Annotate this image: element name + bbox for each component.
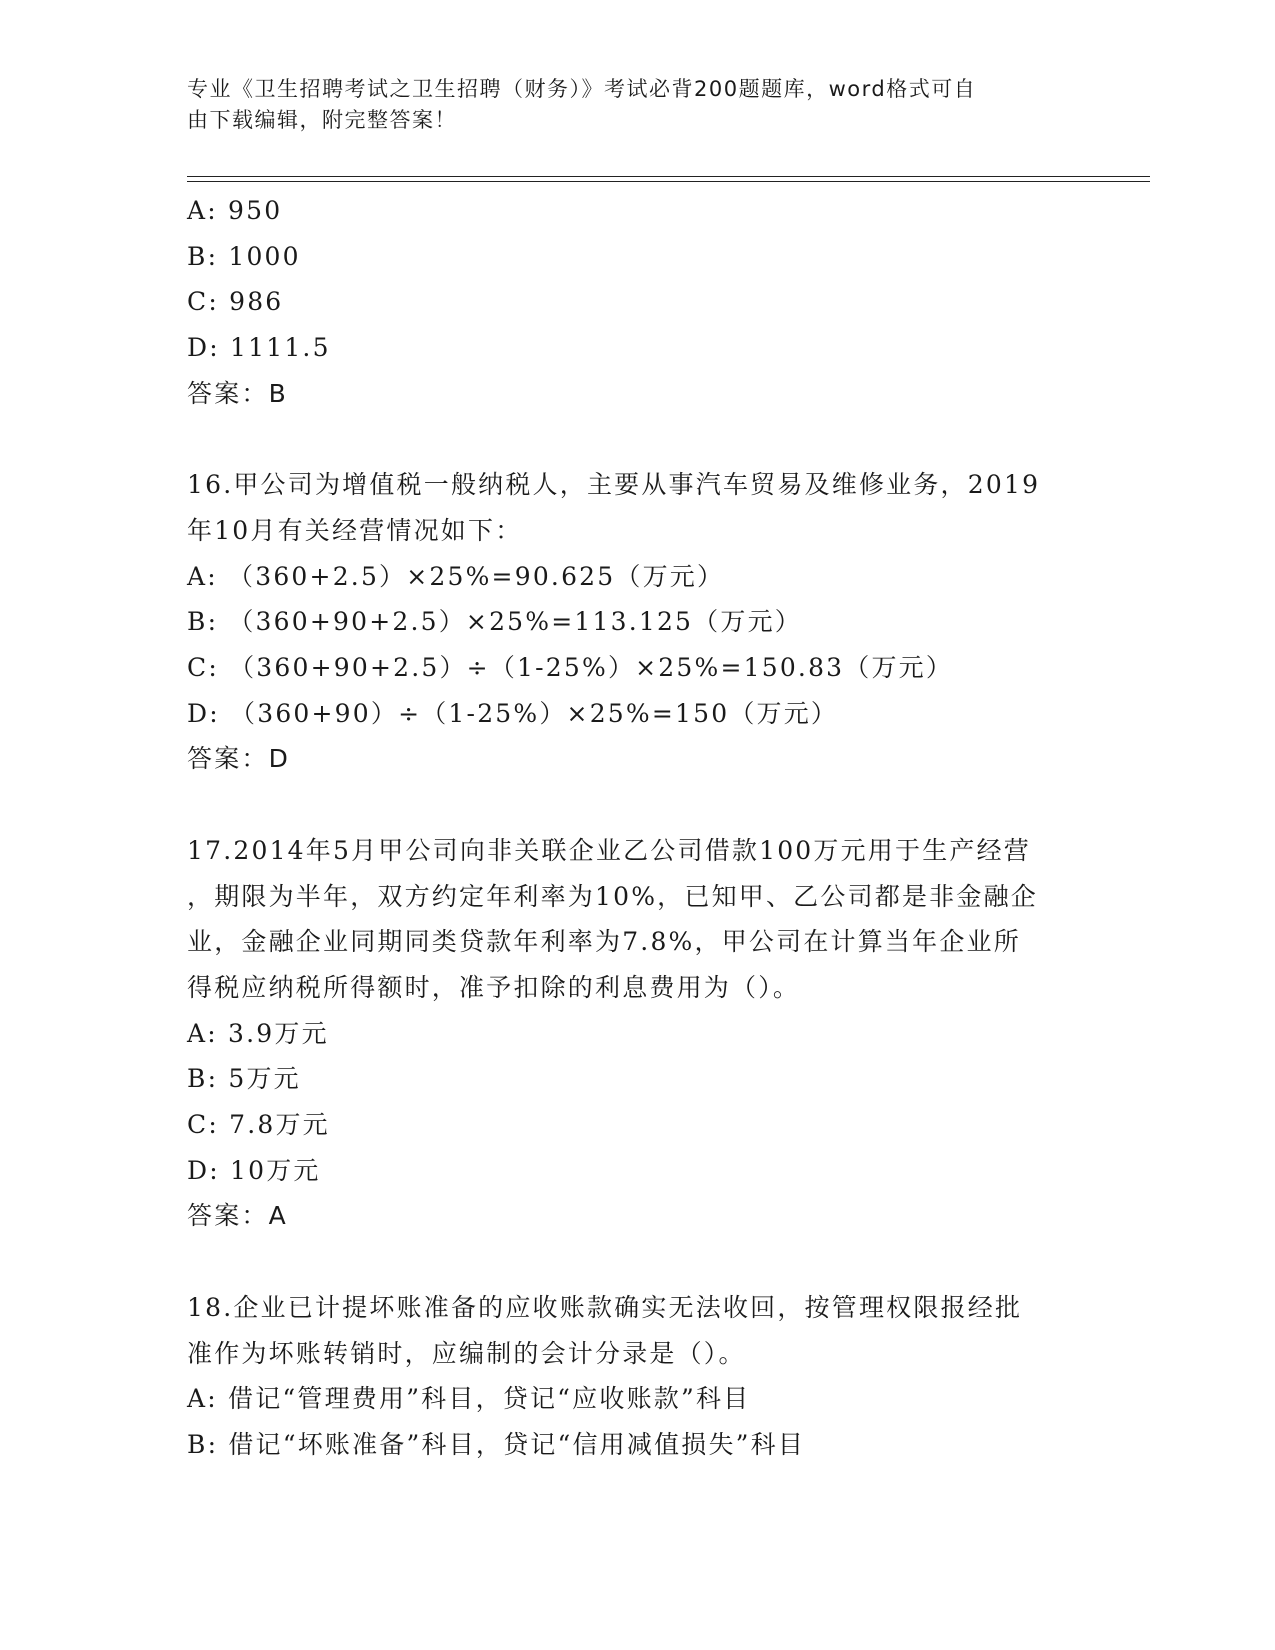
question-stem-line: ，期限为半年，双方约定年利率为10%，已知甲、乙公司都是非金融企	[187, 881, 1038, 911]
question-stem-line: 准作为坏账转销时，应编制的会计分录是（）。	[187, 1338, 746, 1368]
option-d: D: （360+90）÷（1-25%）×25%=150（万元）	[187, 698, 839, 728]
option-a: A: 950	[187, 196, 283, 225]
question-content	[187, 188, 1087, 1468]
question-18	[187, 1285, 1087, 1468]
option-c: C: 986	[187, 287, 284, 317]
question-stem-line: 17.2014年5月甲公司向非关联企业乙公司借款100万元用于生产经营	[187, 835, 1032, 865]
header-line-1: 专业《卫生招聘考试之卫生招聘（财务）》考试必背200题题库，word格式可自	[187, 77, 977, 101]
option-d: D: 1111.5	[187, 333, 331, 363]
option-b: B: 5万元	[187, 1064, 301, 1094]
question-stem-line: 业，金融企业同期同类贷款年利率为7.8%，甲公司在计算当年企业所	[187, 927, 1021, 957]
question-15	[187, 188, 1087, 417]
option-b: B: 1000	[187, 241, 301, 271]
answer-label: 答案：D	[187, 744, 291, 774]
question-16	[187, 462, 1087, 782]
answer-label: 答案：A	[187, 1201, 288, 1231]
header-divider-bottom	[187, 181, 1150, 182]
option-a: A: 借记“管理费用”科目，贷记“应收账款”科目	[187, 1384, 751, 1414]
question-17	[187, 828, 1087, 1239]
header-divider-top	[187, 176, 1150, 177]
question-stem-line: 16.甲公司为增值税一般纳税人，主要从事汽车贸易及维修业务，2019	[187, 470, 1041, 500]
answer-label: 答案：B	[187, 378, 288, 408]
document-header	[187, 74, 1087, 136]
question-stem-line: 18.企业已计提坏账准备的应收账款确实无法收回，按管理权限报经批	[187, 1292, 1023, 1322]
header-line-2: 由下载编辑，附完整答案！	[187, 108, 457, 132]
option-c: C: 7.8万元	[187, 1110, 330, 1140]
option-d: D: 10万元	[187, 1155, 321, 1185]
option-b: B: 借记“坏账准备”科目，贷记“信用减值损失”科目	[187, 1429, 806, 1459]
option-a: A: （360+2.5）×25%=90.625（万元）	[187, 561, 725, 591]
option-c: C: （360+90+2.5）÷（1-25%）×25%=150.83（万元）	[187, 653, 954, 683]
option-a: A: 3.9万元	[187, 1018, 329, 1048]
question-stem-line: 得税应纳税所得额时，准予扣除的利息费用为（）。	[187, 972, 801, 1002]
question-stem-line: 年10月有关经营情况如下：	[187, 515, 523, 545]
option-b: B: （360+90+2.5）×25%=113.125（万元）	[187, 607, 802, 637]
